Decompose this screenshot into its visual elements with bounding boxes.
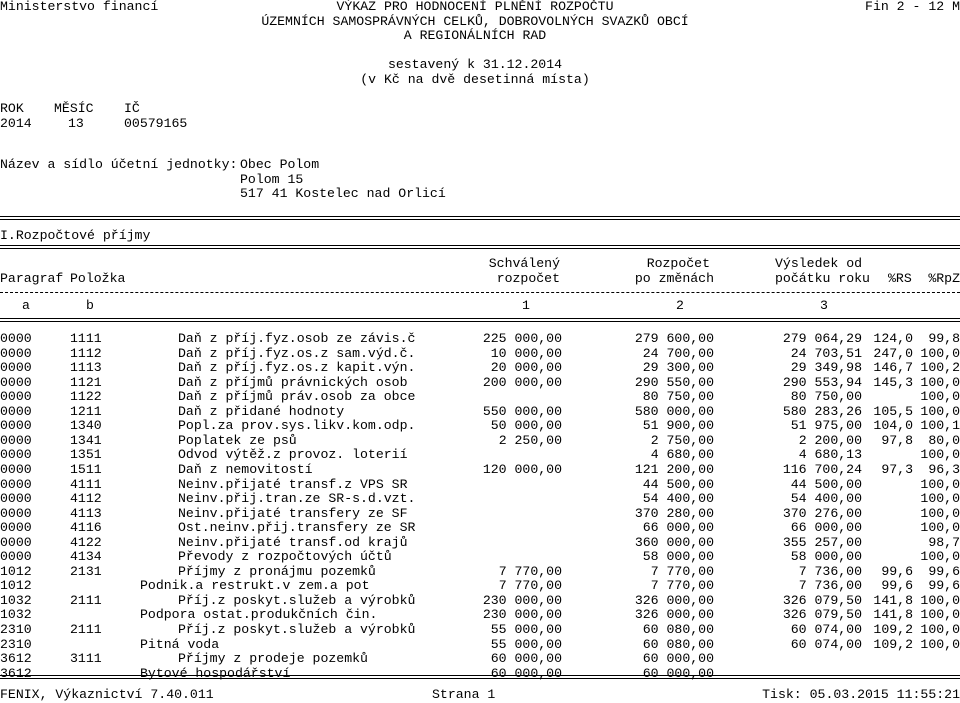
cell-paragraf: 2310 bbox=[0, 636, 32, 652]
footer-page: Strana 1 bbox=[432, 687, 496, 702]
cell-schvaleny: 20 000,00 bbox=[490, 360, 562, 376]
cell-paragraf: 0000 bbox=[0, 549, 32, 565]
cell-schvaleny: 7 770,00 bbox=[498, 563, 562, 579]
cell-schvaleny: 60 000,00 bbox=[490, 651, 562, 667]
cell-paragraf: 3612 bbox=[0, 651, 32, 667]
report-title-line2: ÚZEMNÍCH SAMOSPRÁVNÝCH CELKŮ, DOBROVOLNÝCH SVAZKŮ OBCÍ bbox=[261, 13, 689, 29]
cell-vysledek: 44 500,00 bbox=[790, 476, 862, 492]
cell-name: Poplatek ze psů bbox=[178, 432, 297, 448]
cell-rozpocet: 60 080,00 bbox=[642, 636, 714, 652]
cell-vysledek: 24 703,51 bbox=[790, 345, 862, 361]
table-subtotal-row bbox=[0, 579, 960, 594]
cell-rozpocet: 326 000,00 bbox=[634, 592, 714, 608]
cell-polozka: 1211 bbox=[70, 403, 102, 419]
cell-paragraf: 0000 bbox=[0, 374, 32, 390]
cell-pct-rpz: 100,0 bbox=[920, 520, 960, 536]
cell-pct-rs: 109,2 bbox=[873, 622, 913, 637]
cell-pct-rpz: 96,3 bbox=[928, 461, 960, 477]
cell-vysledek: 580 283,26 bbox=[782, 403, 862, 419]
cell-rozpocet: 24 700,00 bbox=[642, 345, 714, 361]
cell-pct-rpz: 100,0 bbox=[920, 476, 960, 492]
cell-paragraf: 1012 bbox=[0, 578, 32, 594]
cell-vysledek: 116 700,24 bbox=[782, 461, 862, 477]
cell-pct-rpz: 99,6 bbox=[928, 563, 960, 579]
label-ico: IČ bbox=[124, 101, 140, 116]
cell-paragraf: 0000 bbox=[0, 505, 32, 521]
cell-vysledek: 66 000,00 bbox=[790, 520, 862, 536]
cell-rozpocet: 279 600,00 bbox=[634, 331, 714, 346]
cell-name: Daň z příjmů právnických osob bbox=[178, 374, 408, 390]
cell-pct-rpz: 100,0 bbox=[920, 549, 960, 565]
cell-pct-rpz: 100,1 bbox=[920, 418, 960, 434]
cell-vysledek: 370 276,00 bbox=[782, 505, 862, 521]
table-row bbox=[0, 594, 960, 609]
cell-polozka: 2131 bbox=[70, 563, 102, 579]
unit-city: 517 41 Kostelec nad Orlicí bbox=[240, 186, 446, 202]
cell-rozpocet: 58 000,00 bbox=[642, 549, 714, 565]
cell-pct-rs: 105,5 bbox=[873, 403, 913, 419]
cell-pct-rpz: 99,6 bbox=[928, 578, 960, 594]
table-row bbox=[0, 405, 960, 420]
cell-vysledek: 326 079,50 bbox=[782, 592, 862, 608]
cell-name: Podnik.a restrukt.v zem.a pot bbox=[140, 578, 370, 594]
cell-pct-rs: 146,7 bbox=[873, 360, 913, 376]
cell-pct-rpz: 100,0 bbox=[920, 622, 960, 637]
cell-name: Příjmy z prodeje pozemků bbox=[178, 651, 368, 667]
report-title-line3: A REGIONÁLNÍCH RAD bbox=[403, 28, 547, 44]
cell-paragraf: 0000 bbox=[0, 389, 32, 405]
cell-name: Pitná voda bbox=[140, 636, 220, 652]
cell-name: Daň z přidané hodnoty bbox=[178, 403, 345, 419]
form-code: Fin 2 - 12 M bbox=[865, 0, 960, 14]
table-row bbox=[0, 463, 960, 478]
cell-vysledek: 326 079,50 bbox=[782, 607, 862, 623]
cell-polozka: 1351 bbox=[70, 447, 102, 463]
table-row bbox=[0, 347, 960, 362]
cell-paragraf: 0000 bbox=[0, 461, 32, 477]
cell-vysledek: 355 257,00 bbox=[782, 534, 862, 550]
cell-rozpocet: 54 400,00 bbox=[642, 491, 714, 507]
cell-name: Neinv.přij.tran.ze SR-s.d.vzt. bbox=[178, 491, 416, 507]
table-row bbox=[0, 565, 960, 580]
cell-pct-rpz: 80,0 bbox=[928, 432, 960, 448]
cell-name: Neinv.přijaté transf.od krajů bbox=[178, 534, 408, 550]
cell-rozpocet: 29 300,00 bbox=[642, 360, 714, 376]
cell-name: Daň z příj.fyz.osob ze závis.č bbox=[178, 331, 416, 346]
cell-pct-rs: 124,0 bbox=[873, 331, 913, 346]
cell-paragraf: 3612 bbox=[0, 665, 32, 681]
table-row bbox=[0, 448, 960, 463]
cell-polozka: 2111 bbox=[70, 622, 102, 637]
cell-schvaleny: 120 000,00 bbox=[482, 461, 562, 477]
cell-pct-rs: 97,3 bbox=[881, 461, 913, 477]
cell-vysledek: 54 400,00 bbox=[790, 491, 862, 507]
cell-polozka: 4116 bbox=[70, 520, 102, 536]
double-rule bbox=[0, 318, 960, 319]
cell-vysledek: 60 074,00 bbox=[790, 622, 862, 637]
table-row bbox=[0, 521, 960, 536]
cell-vysledek: 7 736,00 bbox=[798, 578, 862, 594]
cell-paragraf: 0000 bbox=[0, 345, 32, 361]
cell-name: Ost.neinv.přij.transfery ze SR bbox=[178, 520, 416, 536]
cell-paragraf: 0000 bbox=[0, 331, 32, 346]
cell-pct-rpz: 100,0 bbox=[920, 345, 960, 361]
value-ico: 00579165 bbox=[124, 115, 188, 131]
cell-rozpocet: 121 200,00 bbox=[634, 461, 714, 477]
cell-paragraf: 0000 bbox=[0, 418, 32, 434]
report-title-line1: VÝKAZ PRO HODNOCENÍ PLNĚNÍ ROZPOČTU bbox=[336, 0, 614, 14]
cell-schvaleny: 225 000,00 bbox=[482, 331, 562, 346]
cell-vysledek: 4 680,13 bbox=[798, 447, 862, 463]
table-row bbox=[0, 390, 960, 405]
cell-pct-rpz: 100,0 bbox=[920, 389, 960, 405]
cell-schvaleny: 230 000,00 bbox=[482, 607, 562, 623]
col-rs: %RS bbox=[888, 271, 912, 286]
cell-schvaleny: 7 770,00 bbox=[498, 578, 562, 594]
cell-vysledek: 80 750,00 bbox=[790, 389, 862, 405]
cell-rozpocet: 51 900,00 bbox=[642, 418, 714, 434]
cell-pct-rpz: 100,0 bbox=[920, 592, 960, 608]
col-polozka: Položka bbox=[70, 271, 126, 286]
report-units: (v Kč na dvě desetinná místa) bbox=[360, 72, 590, 87]
cell-name: Daň z příj.fyz.os.z sam.výd.č. bbox=[178, 345, 416, 361]
cell-polozka: 4112 bbox=[70, 491, 102, 507]
value-year: 2014 bbox=[0, 115, 32, 131]
cell-paragraf: 1032 bbox=[0, 592, 32, 608]
double-rule bbox=[0, 675, 960, 676]
cell-vysledek: 60 074,00 bbox=[790, 636, 862, 652]
cell-vysledek: 58 000,00 bbox=[790, 549, 862, 565]
cell-schvaleny: 550 000,00 bbox=[482, 403, 562, 419]
table-subtotal-row bbox=[0, 608, 960, 623]
table-row bbox=[0, 419, 960, 434]
cell-name: Bytové hospodářství bbox=[140, 665, 291, 681]
cell-pct-rs: 97,8 bbox=[881, 432, 913, 448]
report-date: sestavený k 31.12.2014 bbox=[387, 57, 563, 73]
unit-name: Obec Polom bbox=[240, 157, 320, 172]
table-row bbox=[0, 361, 960, 376]
cell-polozka: 4111 bbox=[70, 476, 102, 492]
unit-address: Polom 15 bbox=[240, 171, 304, 187]
unit-label: Název a sídlo účetní jednotky: bbox=[0, 157, 238, 172]
table-row bbox=[0, 550, 960, 565]
cell-rozpocet: 66 000,00 bbox=[642, 520, 714, 536]
cell-pct-rpz: 100,0 bbox=[920, 491, 960, 507]
cell-rozpocet: 4 680,00 bbox=[650, 447, 714, 463]
cell-pct-rpz: 100,0 bbox=[920, 505, 960, 521]
label-year: ROK bbox=[0, 101, 24, 116]
cell-pct-rpz: 100,0 bbox=[920, 403, 960, 419]
col-rozpocet-2: po změnách bbox=[634, 271, 714, 286]
cell-rozpocet: 60 080,00 bbox=[642, 622, 714, 637]
cell-name: Odvod výtěž.z provoz. loterií bbox=[178, 447, 408, 463]
cell-rozpocet: 60 000,00 bbox=[642, 665, 714, 681]
cell-pct-rs: 104,0 bbox=[873, 418, 913, 434]
ministry-name: Ministerstvo financí bbox=[0, 0, 159, 14]
table-row bbox=[0, 376, 960, 391]
col-schvaleny-1: Schválený bbox=[488, 256, 560, 271]
dashed-rule bbox=[0, 292, 960, 293]
cell-name: Příj.z poskyt.služeb a výrobků bbox=[178, 592, 416, 608]
cell-polozka: 3111 bbox=[70, 651, 102, 667]
cell-name: Daň z nemovitostí bbox=[178, 461, 313, 477]
table-row bbox=[0, 478, 960, 493]
cell-name: Popl.za prov.sys.likv.kom.odp. bbox=[178, 418, 416, 434]
double-rule bbox=[0, 216, 960, 217]
col-rozpocet-1: Rozpočet bbox=[646, 256, 710, 271]
cell-name: Podpora ostat.produkčních čin. bbox=[140, 607, 378, 623]
cell-pct-rpz: 98,7 bbox=[928, 534, 960, 550]
col-number-1: 1 bbox=[522, 298, 530, 313]
cell-vysledek: 51 975,00 bbox=[790, 418, 862, 434]
cell-schvaleny: 50 000,00 bbox=[490, 418, 562, 434]
cell-schvaleny: 2 250,00 bbox=[498, 432, 562, 448]
cell-name: Neinv.přijaté transf.z VPS SR bbox=[178, 476, 408, 492]
cell-schvaleny: 10 000,00 bbox=[490, 345, 562, 361]
cell-polozka: 1112 bbox=[70, 345, 102, 361]
cell-polozka: 4134 bbox=[70, 549, 102, 565]
table-row bbox=[0, 507, 960, 522]
cell-name: Příj.z poskyt.služeb a výrobků bbox=[178, 622, 416, 637]
cell-polozka: 1111 bbox=[70, 331, 102, 346]
cell-schvaleny: 200 000,00 bbox=[482, 374, 562, 390]
cell-name: Převody z rozpočtových účtů bbox=[178, 549, 392, 565]
cell-pct-rs: 145,3 bbox=[873, 374, 913, 390]
cell-pct-rs: 141,8 bbox=[873, 607, 913, 623]
cell-paragraf: 0000 bbox=[0, 476, 32, 492]
cell-pct-rs: 141,8 bbox=[873, 592, 913, 608]
cell-rozpocet: 290 550,00 bbox=[634, 374, 714, 390]
cell-rozpocet: 580 000,00 bbox=[634, 403, 714, 419]
cell-paragraf: 0000 bbox=[0, 447, 32, 463]
footer-print-time: Tisk: 05.03.2015 11:55:21 bbox=[762, 687, 960, 702]
table-row bbox=[0, 332, 960, 347]
value-month: 13 bbox=[68, 115, 84, 131]
cell-paragraf: 1032 bbox=[0, 607, 32, 623]
double-rule bbox=[0, 245, 960, 246]
col-paragraf: Paragraf bbox=[0, 271, 64, 286]
col-number-2: 2 bbox=[676, 298, 684, 313]
footer-app: FENIX, Výkaznictví 7.40.011 bbox=[0, 687, 214, 702]
cell-schvaleny: 55 000,00 bbox=[490, 622, 562, 637]
cell-vysledek: 2 200,00 bbox=[798, 432, 862, 448]
cell-vysledek: 290 553,94 bbox=[782, 374, 862, 390]
cell-name: Daň z příj.fyz.os.z kapit.výn. bbox=[178, 360, 416, 376]
cell-polozka: 1121 bbox=[70, 374, 102, 390]
cell-polozka: 4122 bbox=[70, 534, 102, 550]
cell-pct-rpz: 100,2 bbox=[920, 360, 960, 376]
cell-paragraf: 1012 bbox=[0, 563, 32, 579]
cell-name: Neinv.přijaté transfery ze SF bbox=[178, 505, 408, 521]
cell-pct-rs: 99,6 bbox=[881, 563, 913, 579]
cell-pct-rs: 247,0 bbox=[873, 345, 913, 361]
section-title: I.Rozpočtové příjmy bbox=[0, 228, 151, 243]
cell-schvaleny: 55 000,00 bbox=[490, 636, 562, 652]
table-row bbox=[0, 434, 960, 449]
cell-pct-rpz: 100,0 bbox=[920, 607, 960, 623]
cell-polozka: 4113 bbox=[70, 505, 102, 521]
cell-pct-rs: 109,2 bbox=[873, 636, 913, 652]
table-subtotal-row bbox=[0, 667, 960, 682]
col-vysledek-1: Výsledek od bbox=[775, 256, 863, 271]
cell-vysledek: 7 736,00 bbox=[798, 563, 862, 579]
cell-paragraf: 0000 bbox=[0, 491, 32, 507]
table-row bbox=[0, 623, 960, 638]
cell-rozpocet: 326 000,00 bbox=[634, 607, 714, 623]
cell-schvaleny: 60 000,00 bbox=[490, 665, 562, 681]
cell-rozpocet: 60 000,00 bbox=[642, 651, 714, 667]
cell-paragraf: 0000 bbox=[0, 520, 32, 536]
cell-rozpocet: 80 750,00 bbox=[642, 389, 714, 405]
cell-name: Příjmy z pronájmu pozemků bbox=[178, 563, 376, 579]
col-letter-b: b bbox=[86, 298, 94, 313]
cell-polozka: 1341 bbox=[70, 432, 102, 448]
cell-pct-rpz: 100,0 bbox=[920, 374, 960, 390]
cell-paragraf: 2310 bbox=[0, 622, 32, 637]
cell-paragraf: 0000 bbox=[0, 534, 32, 550]
col-letter-a: a bbox=[22, 298, 30, 313]
cell-polozka: 1340 bbox=[70, 418, 102, 434]
col-vysledek-2: počátku roku bbox=[775, 271, 870, 286]
col-schvaleny-2: rozpočet bbox=[496, 271, 560, 286]
col-number-3: 3 bbox=[820, 298, 828, 313]
col-rpz: %RpZ bbox=[928, 271, 960, 286]
cell-vysledek: 29 349,98 bbox=[790, 360, 862, 376]
cell-pct-rpz: 100,0 bbox=[920, 636, 960, 652]
cell-vysledek: 279 064,29 bbox=[782, 331, 862, 346]
cell-polozka: 1113 bbox=[70, 360, 102, 376]
cell-polozka: 2111 bbox=[70, 592, 102, 608]
cell-schvaleny: 230 000,00 bbox=[482, 592, 562, 608]
cell-paragraf: 0000 bbox=[0, 432, 32, 448]
cell-rozpocet: 7 770,00 bbox=[650, 563, 714, 579]
cell-rozpocet: 7 770,00 bbox=[650, 578, 714, 594]
cell-polozka: 1511 bbox=[70, 461, 102, 477]
table-subtotal-row bbox=[0, 638, 960, 653]
cell-rozpocet: 44 500,00 bbox=[642, 476, 714, 492]
cell-pct-rpz: 100,0 bbox=[920, 447, 960, 463]
cell-polozka: 1122 bbox=[70, 389, 102, 405]
label-month: MĚSÍC bbox=[54, 101, 94, 116]
cell-rozpocet: 360 000,00 bbox=[634, 534, 714, 550]
cell-pct-rs: 99,6 bbox=[881, 578, 913, 594]
table-row bbox=[0, 492, 960, 507]
cell-rozpocet: 370 280,00 bbox=[634, 505, 714, 521]
cell-name: Daň z příjmů práv.osob za obce bbox=[178, 389, 416, 405]
cell-rozpocet: 2 750,00 bbox=[650, 432, 714, 448]
table-row bbox=[0, 652, 960, 667]
cell-paragraf: 0000 bbox=[0, 360, 32, 376]
table-row bbox=[0, 536, 960, 551]
cell-pct-rpz: 99,8 bbox=[928, 331, 960, 346]
cell-paragraf: 0000 bbox=[0, 403, 32, 419]
